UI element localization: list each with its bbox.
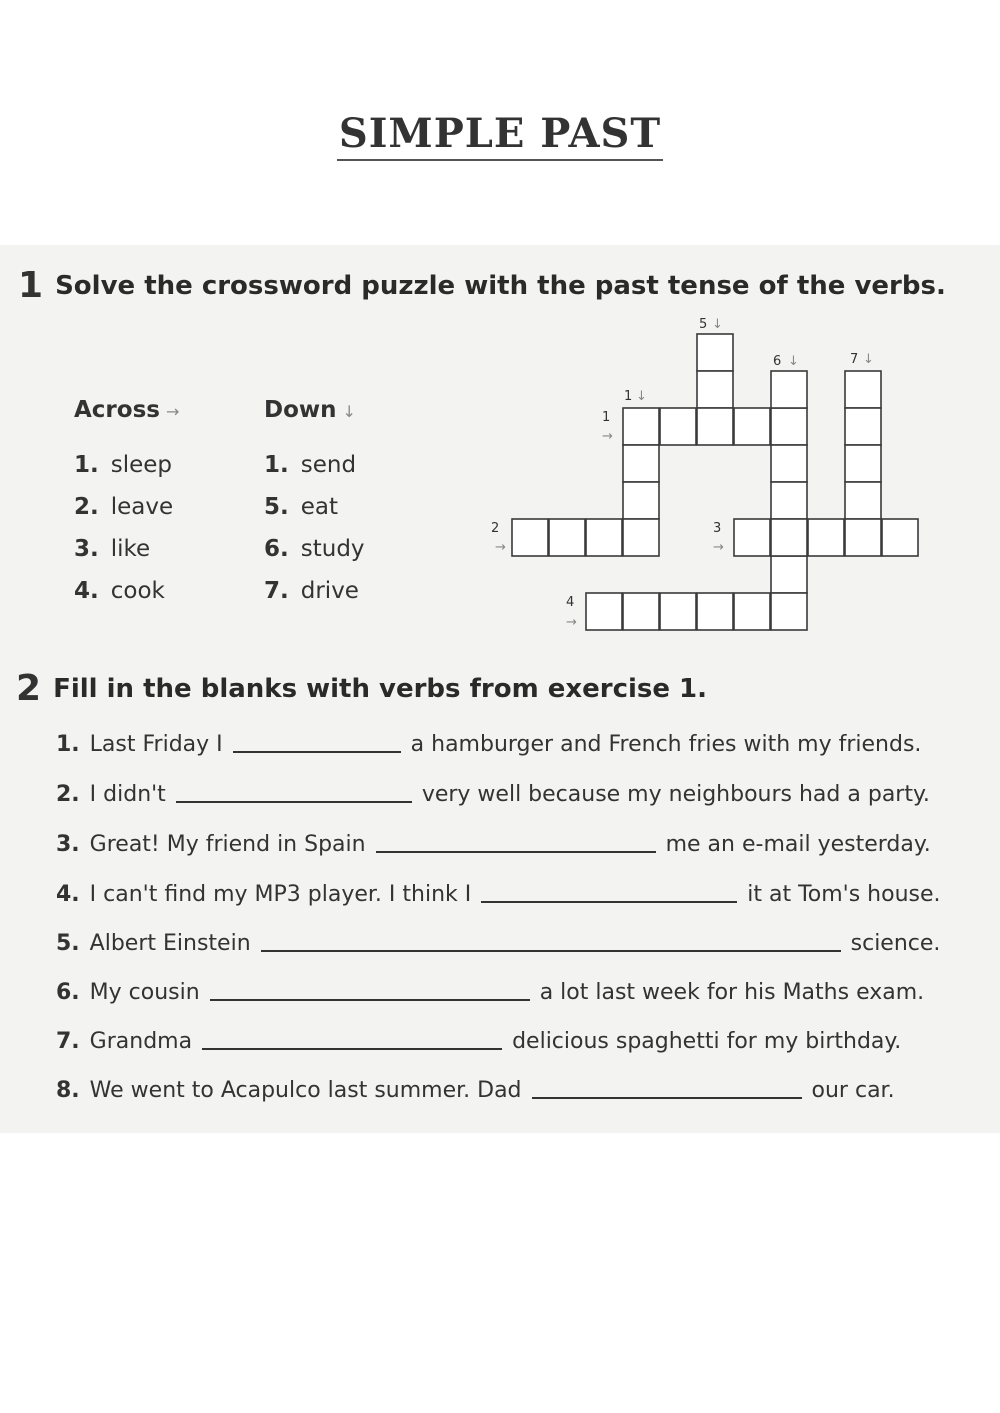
sentence: 3. Great! My friend in Spain me an e-mail yesterday. xyxy=(56,832,931,857)
crossword-cell[interactable] xyxy=(771,371,807,408)
crossword-cell[interactable] xyxy=(771,445,807,482)
crossword-cell[interactable] xyxy=(697,408,733,445)
crossword-cell[interactable] xyxy=(623,408,659,445)
clue-label-across-1: 1 xyxy=(602,410,611,425)
crossword-cell[interactable] xyxy=(771,593,807,630)
arrow-down-icon: ↓ xyxy=(712,317,723,332)
arrow-down-icon: ↓ xyxy=(636,389,647,404)
arrow-right-icon: → xyxy=(713,540,724,555)
crossword-cell[interactable] xyxy=(845,482,881,519)
crossword-cell[interactable] xyxy=(697,371,733,408)
answer-blank[interactable] xyxy=(202,1030,502,1050)
across-clue: 1. sleep xyxy=(74,452,173,478)
page-title: SIMPLE PAST xyxy=(0,110,1000,157)
across-clue: 4. cook xyxy=(74,578,165,604)
answer-blank[interactable] xyxy=(176,783,412,803)
answer-blank[interactable] xyxy=(532,1079,802,1099)
exercise-2-heading xyxy=(16,668,707,709)
exercise-1-number: 1 xyxy=(18,265,44,306)
crossword-cell[interactable] xyxy=(549,519,585,556)
sentence: 2. I didn't very well because my neighbours had a party. xyxy=(56,782,930,807)
exercise-2-instruction: Fill in the blanks with verbs from exercise 1. xyxy=(53,674,708,704)
crossword-grid xyxy=(0,0,1000,700)
arrow-right-icon: → xyxy=(165,402,180,421)
crossword-cell[interactable] xyxy=(586,519,622,556)
crossword-cell[interactable] xyxy=(734,519,770,556)
sentence: 5. Albert Einstein science. xyxy=(56,931,941,956)
arrow-down-icon: ↓ xyxy=(788,354,799,369)
crossword-cell[interactable] xyxy=(882,519,918,556)
down-clue: 1. send xyxy=(264,452,357,478)
clue-label-down-5: 5 xyxy=(699,317,708,332)
crossword-cell[interactable] xyxy=(623,593,659,630)
clue-label-down-6: 6 xyxy=(773,354,782,369)
crossword-cell[interactable] xyxy=(660,408,696,445)
crossword-cell[interactable] xyxy=(771,519,807,556)
crossword-cell[interactable] xyxy=(771,408,807,445)
down-heading: Down ↓ xyxy=(264,397,356,423)
answer-blank[interactable] xyxy=(261,932,841,952)
sentence: 7. Grandma delicious spaghetti for my birthday. xyxy=(56,1029,902,1054)
crossword-cell[interactable] xyxy=(623,519,659,556)
down-clue: 6. study xyxy=(264,536,365,562)
crossword-cell[interactable] xyxy=(845,371,881,408)
crossword-cell[interactable] xyxy=(512,519,548,556)
crossword-cell[interactable] xyxy=(771,482,807,519)
across-clue: 2. leave xyxy=(74,494,174,520)
down-clue: 5. eat xyxy=(264,494,339,520)
crossword-cell[interactable] xyxy=(845,445,881,482)
arrow-down-icon: ↓ xyxy=(863,352,874,367)
crossword-cell[interactable] xyxy=(697,593,733,630)
clue-label-down-7: 7 xyxy=(850,352,859,367)
sentence: 1. Last Friday I a hamburger and French fries with my friends. xyxy=(56,732,922,757)
crossword-cell[interactable] xyxy=(623,445,659,482)
sentence: 4. I can't find my MP3 player. I think I it at Tom's house. xyxy=(56,882,941,907)
crossword-cell[interactable] xyxy=(808,519,844,556)
answer-blank[interactable] xyxy=(481,883,737,903)
clue-label-across-4: 4 xyxy=(566,595,575,610)
clue-label-across-3: 3 xyxy=(713,521,722,536)
clue-label-across-2: 2 xyxy=(491,521,500,536)
crossword-cell[interactable] xyxy=(586,593,622,630)
sentence: 8. We went to Acapulco last summer. Dad our car. xyxy=(56,1078,895,1103)
arrow-right-icon: → xyxy=(566,615,577,630)
crossword-cell[interactable] xyxy=(771,556,807,593)
answer-blank[interactable] xyxy=(233,733,401,753)
across-clue: 3. like xyxy=(74,536,151,562)
crossword-cell[interactable] xyxy=(845,519,881,556)
crossword-cell[interactable] xyxy=(660,593,696,630)
crossword-cell[interactable] xyxy=(845,408,881,445)
answer-blank[interactable] xyxy=(376,833,656,853)
arrow-right-icon: → xyxy=(495,540,506,555)
exercise-2-number: 2 xyxy=(16,668,42,709)
across-heading: Across → xyxy=(74,397,180,423)
crossword-cell[interactable] xyxy=(697,334,733,371)
crossword-cell[interactable] xyxy=(734,593,770,630)
crossword-cell[interactable] xyxy=(623,482,659,519)
sentence: 6. My cousin a lot last week for his Maths exam. xyxy=(56,980,925,1005)
exercise-1-instruction: Solve the crossword puzzle with the past tense of the verbs. xyxy=(55,271,946,301)
answer-blank[interactable] xyxy=(210,981,530,1001)
crossword-cell[interactable] xyxy=(734,408,770,445)
arrow-right-icon: → xyxy=(602,429,613,444)
clue-label-down-1: 1 xyxy=(624,389,633,404)
down-clue: 7. drive xyxy=(264,578,359,604)
arrow-down-icon: ↓ xyxy=(342,402,356,421)
